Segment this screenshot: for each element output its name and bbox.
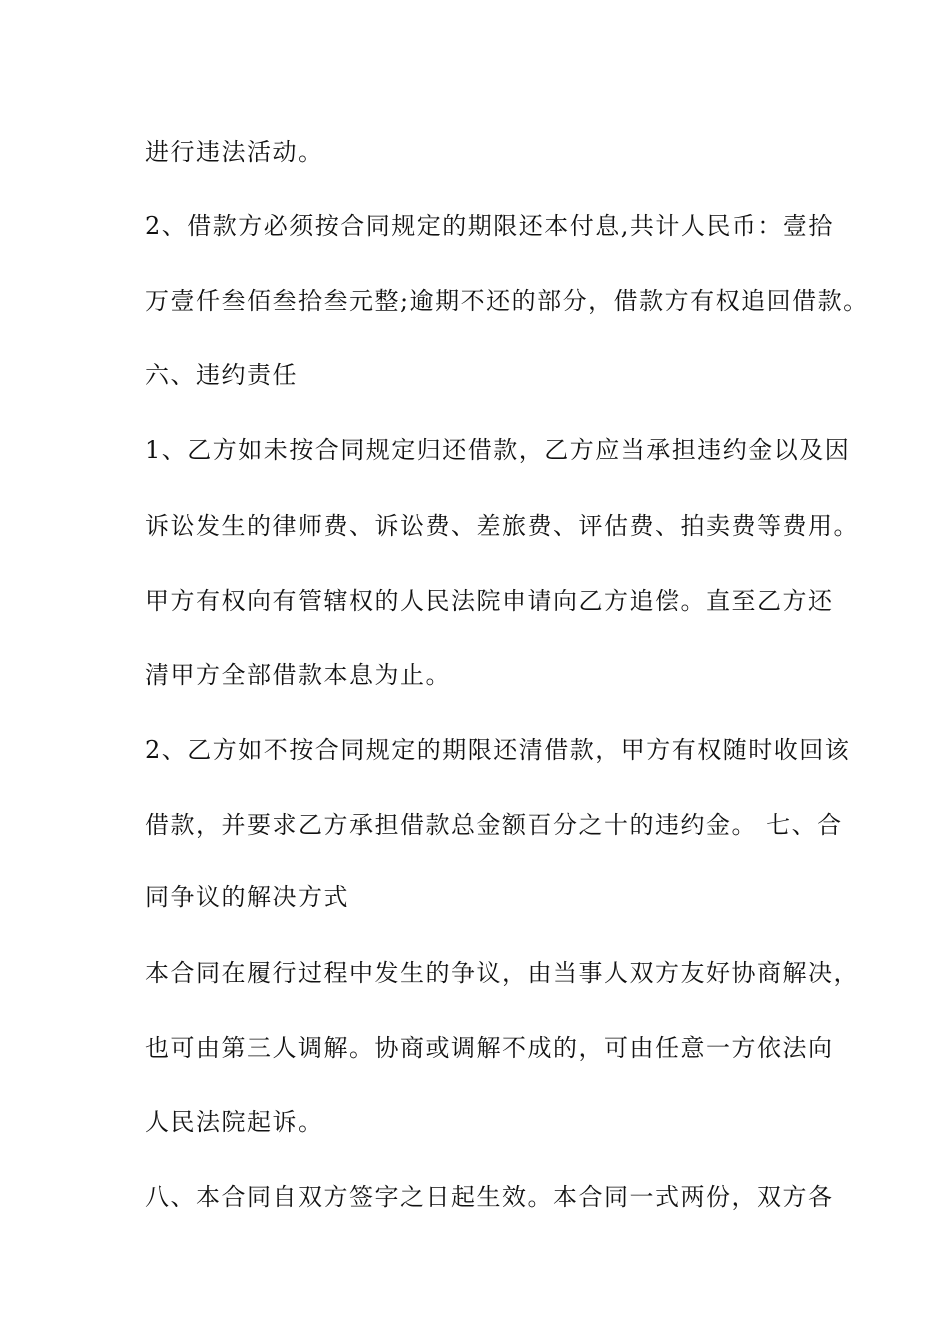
text-line-10: 借款，并要求乙方承担借款总金额百分之十的违约金。 七、合 (145, 811, 843, 839)
text-line-14: 人民法院起诉。 (145, 1108, 324, 1136)
text-line-8: 清甲方全部借款本息为止。 (145, 661, 451, 689)
text-line-6: 诉讼发生的律师费、诉讼费、差旅费、评估费、拍卖费等费用。 (145, 512, 859, 540)
text-line-13: 也可由第三人调解。协商或调解不成的，可由任意一方依法向 (145, 1034, 834, 1062)
text-line-7: 甲方有权向有管辖权的人民法院申请向乙方追偿。直至乙方还 (145, 587, 834, 615)
text-line-15: 八、本合同自双方签字之日起生效。本合同一式两份，双方各 (145, 1183, 834, 1211)
text-line-11: 同争议的解决方式 (145, 883, 349, 911)
text-line-12: 本合同在履行过程中发生的争议，由当事人双方友好协商解决， (145, 959, 859, 987)
text-line-5: 1、乙方如未按合同规定归还借款，乙方应当承担违约金以及因 (145, 436, 851, 464)
text-line-3: 万壹仟叁佰叁拾叁元整;逾期不还的部分，借款方有权追回借款。 (145, 287, 869, 315)
section-heading-6: 六、违约责任 (145, 361, 298, 389)
text-line-2: 2、借款方必须按合同规定的期限还本付息,共计人民币：壹拾 (145, 212, 834, 240)
text-line-1: 进行违法活动。 (145, 138, 324, 166)
text-line-9: 2、乙方如不按合同规定的期限还清借款，甲方有权随时收回该 (145, 736, 851, 764)
